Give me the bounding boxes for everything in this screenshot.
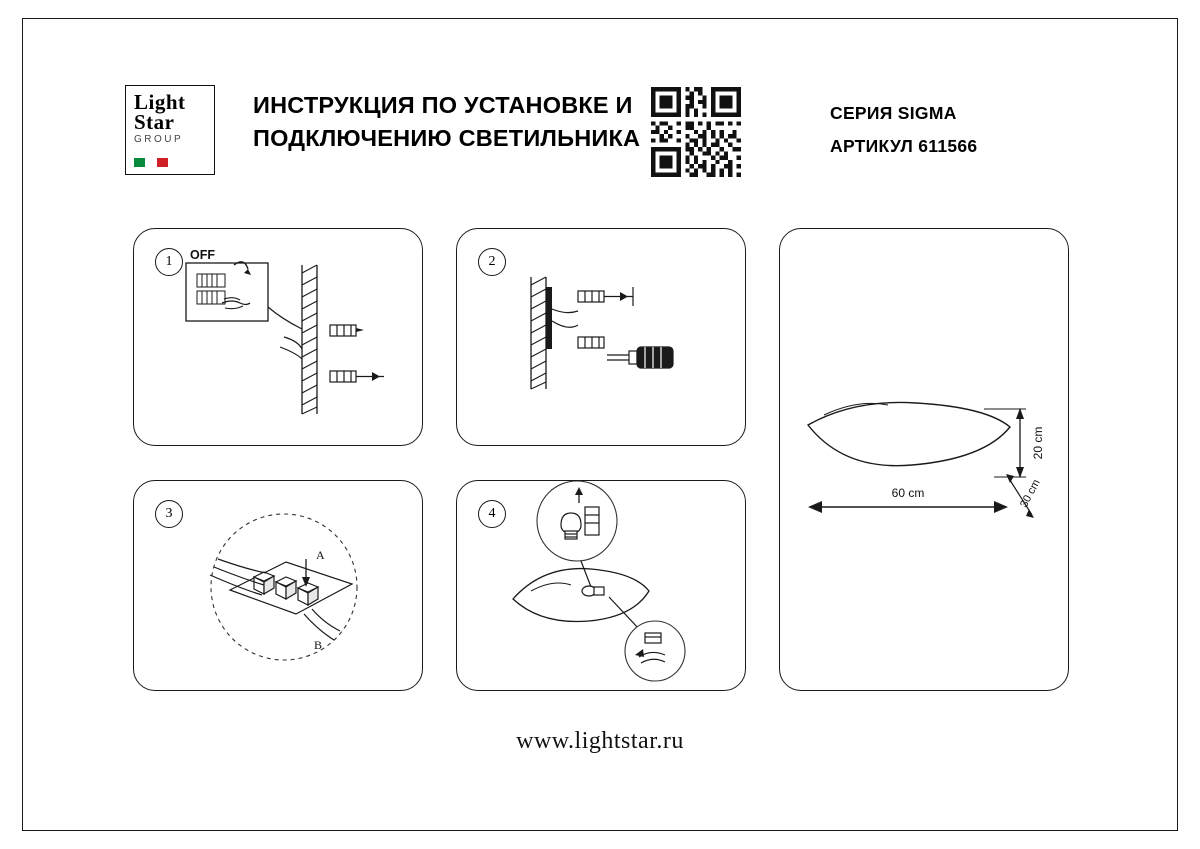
- step-4-illustration: [457, 481, 745, 690]
- logo-line-2: Star: [134, 110, 175, 134]
- height-label: 20 cm: [1031, 426, 1045, 460]
- step-3-label-a: A: [316, 548, 325, 562]
- step-panel-4: [456, 480, 746, 691]
- brand-logo: [125, 85, 215, 175]
- italian-flag-icon: [134, 158, 168, 167]
- step-number-4: 4: [478, 500, 506, 528]
- width-label: 60 cm: [891, 486, 925, 500]
- step-2-illustration: [457, 229, 745, 445]
- step-1-off-label: OFF: [190, 248, 215, 262]
- document-header: [125, 85, 1055, 185]
- dimensions-panel: [779, 228, 1069, 691]
- logo-line-1: Light: [134, 90, 186, 114]
- page-title: [253, 89, 653, 155]
- document-footer: [0, 728, 1200, 755]
- product-meta: [830, 97, 1060, 163]
- depth-label: 30 cm: [1018, 477, 1043, 510]
- step-panel-2: [456, 228, 746, 446]
- logo-line-3: GROUP: [134, 134, 184, 145]
- step-1-illustration: [134, 229, 422, 445]
- step-panel-3: [133, 480, 423, 691]
- page-title-line-2: ПОДКЛЮЧЕНИЮ СВЕТИЛЬНИКА: [253, 125, 641, 151]
- series-label: СЕРИЯ SIGMA: [830, 103, 957, 123]
- product-dimension-drawing: [780, 229, 1068, 690]
- step-panel-1: [133, 228, 423, 446]
- step-number-1: 1: [155, 248, 183, 276]
- article-label: АРТИКУЛ 611566: [830, 136, 978, 156]
- step-3-illustration: [134, 481, 422, 690]
- step-number-2: 2: [478, 248, 506, 276]
- qr-code-icon: [651, 87, 741, 177]
- step-3-label-b: B: [314, 638, 323, 652]
- step-number-3: 3: [155, 500, 183, 528]
- page-title-line-1: ИНСТРУКЦИЯ ПО УСТАНОВКЕ И: [253, 92, 633, 118]
- website-url[interactable]: www.lightstar.ru: [516, 728, 684, 754]
